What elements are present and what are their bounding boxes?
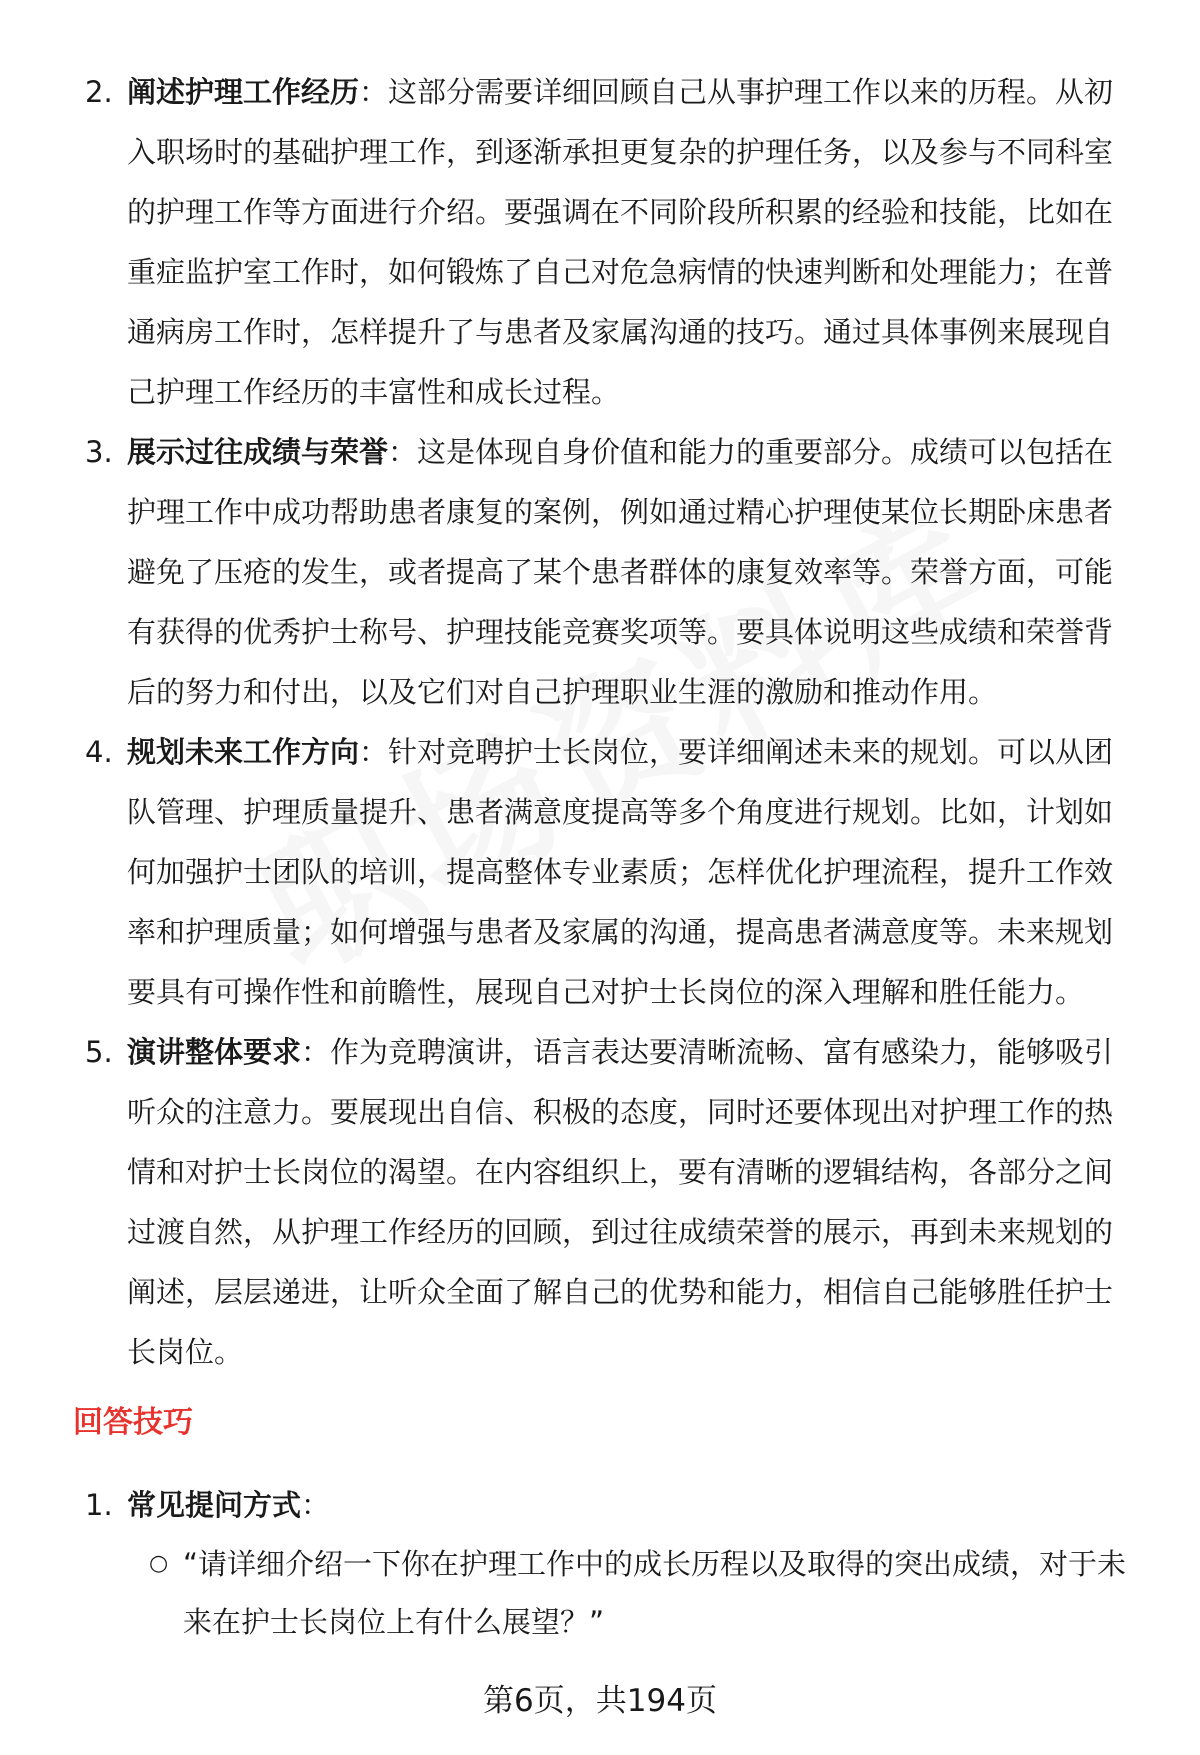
item-text: 这是体现自身价值和能力的重要部分。成绩可以包括在护理工作中成功帮助患者康复的案例，例如通过精心护理使某位长期卧床患者避免了压疮的发生，或者提高了某个患者群体的康复效率等。荣誉方面，可能有获得的优秀护士称号、护理技能竞赛奖项等。要具体说明这些成绩和荣誉背后的努力和付出，以及它们对自己护理职业生涯的激励和推动作用。: [127, 435, 1114, 709]
item-heading: 阐述护理工作经历: [127, 75, 360, 109]
item-separator: ：: [388, 435, 418, 469]
item-number: 2.: [85, 75, 113, 109]
numbered-list: [85, 62, 1140, 1382]
item-number: 1.: [85, 1488, 113, 1522]
list-item: [85, 722, 1140, 1022]
page-footer: 第6页，共194页: [483, 1683, 717, 1719]
question-quote: “请详细介绍一下你在护理工作中的成长历程以及取得的突出成绩，对于未来在护士长岗位上有什么展望？”: [183, 1547, 1127, 1639]
item-separator: ：: [301, 1035, 331, 1069]
item-separator: ：: [301, 1488, 331, 1522]
list-item: [85, 62, 1140, 422]
item-separator: ：: [359, 75, 389, 109]
sub-list-item: [85, 1535, 1140, 1651]
item-separator: ：: [359, 735, 389, 769]
item-heading: 展示过往成绩与荣誉: [127, 435, 389, 469]
item-heading: 规划未来工作方向: [127, 735, 360, 769]
item-number: 5.: [85, 1035, 113, 1069]
item-text: 作为竞聘演讲，语言表达要清晰流畅、富有感染力，能够吸引听众的注意力。要展现出自信、积极的态度，同时还要体现出对护理工作的热情和对护士长岗位的渴望。在内容组织上，要有清晰的逻辑结构，各部分之间过渡自然，从护理工作经历的回顾，到过往成绩荣誉的展示，再到未来规划的阐述，层层递进，让听众全面了解自己的优势和能力，相信自己能够胜任护士长岗位。: [127, 1035, 1114, 1369]
list-item: [85, 1022, 1140, 1382]
list-item: [85, 422, 1140, 722]
section-title: 回答技巧: [73, 1405, 193, 1440]
item-heading: 常见提问方式: [127, 1488, 302, 1522]
item-text: 这部分需要详细回顾自己从事护理工作以来的历程。从初入职场时的基础护理工作，到逐渐承担更复杂的护理任务，以及参与不同科室的护理工作等方面进行介绍。要强调在不同阶段所积累的经验和技能，比如在重症监护室工作时，如何锻炼了自己对危急病情的快速判断和处理能力；在普通病房工作时，怎样提升了与患者及家属沟通的技巧。通过具体事例来展现自己护理工作经历的丰富性和成长过程。: [127, 75, 1114, 409]
item-number: 3.: [85, 435, 113, 469]
item-text: 针对竞聘护士长岗位，要详细阐述未来的规划。可以从团队管理、护理质量提升、患者满意度提高等多个角度进行规划。比如，计划如何加强护士团队的培训，提高整体专业素质；怎样优化护理流程，提升工作效率和护理质量；如何增强与患者及家属的沟通，提高患者满意度等。未来规划要具有可操作性和前瞻性，展现自己对护士长岗位的深入理解和胜任能力。: [127, 735, 1114, 1009]
tips-list: [85, 1475, 1140, 1651]
list-item: [85, 1475, 1140, 1535]
circle-bullet-icon: ○: [149, 1551, 169, 1576]
item-heading: 演讲整体要求: [127, 1035, 302, 1069]
item-number: 4.: [85, 735, 113, 769]
